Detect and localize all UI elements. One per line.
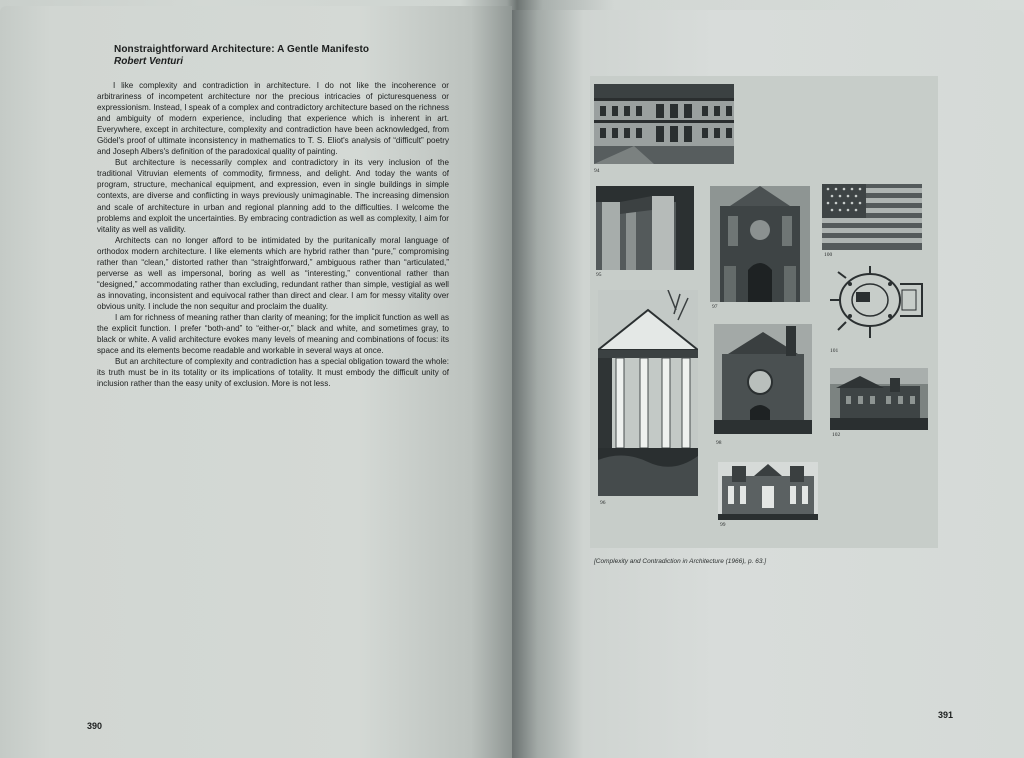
paragraph-2: But architecture is necessarily complex and contradictory in its very inclusion of the traditional Vitruvian elements of commodity, firmness, and delight. And today the wants of program, structure, mechanical equipment, and expression, even in single buildings in simple contexts, are diverse and conflicting in ways previously unimaginable. The increasing dimension and scale of architecture in urban and regional planning add to the difficulties. I welcome the problems and exploit the uncertainties. By embracing contradiction as well as complexity, I aim for vitality as well as validity. bbox=[97, 158, 449, 234]
figure-number-100: 100 bbox=[824, 252, 833, 258]
figure-number-98: 98 bbox=[716, 440, 722, 446]
page-number-left: 390 bbox=[87, 721, 103, 731]
paragraph-3: Architects can no longer afford to be intimidated by the puritanically moral language of orthodox modern architecture. I like elements which are hybrid rather than “pure,” compromising rather than “clean,” distorted rather than “straightforward,” ambiguous rather than “articulated,” perverse as well as impersonal, boring as well as “interesting,” conventional rather than “designed,” accommodating rather than excluding, redundant rather than simple, vestigial as well as innovating, inconsistent and equivocal rather than direct and clear. I am for messy vitality over obvious unity. I include the non sequitur and proclaim the duality. bbox=[97, 235, 449, 311]
figure-number-94: 94 bbox=[594, 168, 600, 174]
figure-number-99: 99 bbox=[720, 522, 726, 528]
figure-97-cathedral-facade-photo bbox=[710, 186, 810, 302]
page-number-right: 391 bbox=[938, 710, 954, 720]
figure-caption: [Complexity and Contradiction in Architecture (1966), p. 63.] bbox=[594, 558, 767, 565]
figure-number-102: 102 bbox=[832, 432, 841, 438]
figure-96-portico-photo bbox=[598, 290, 698, 496]
figure-number-96: 96 bbox=[600, 500, 606, 506]
essay-body bbox=[97, 80, 449, 389]
figure-95-column-detail-photo bbox=[596, 186, 694, 270]
figure-100-flag-painting bbox=[822, 184, 922, 250]
figure-94-palazzo-photo bbox=[594, 84, 734, 164]
paragraph-1: I like complexity and contradiction in architecture. I do not like the incoherence or arbitrariness of incompetent architecture nor the precious intricacies of picturesqueness or expressionism. Instead, I speak of a complex and contradictory architecture based on the richness and ambiguity of modern experience, including that experience which is inherent in art. Everywhere, except in architecture, complexity and contradiction have been acknowledged, from Gödel's proof of ultimate inconsistency in mathematics to T. S. Eliot's analysis of “difficult” poetry and Joseph Albers's definition of the paradoxical quality of painting. bbox=[97, 81, 449, 157]
figure-98-church-photo bbox=[714, 324, 812, 434]
illustration-plate bbox=[590, 76, 938, 548]
figure-number-97: 97 bbox=[712, 304, 718, 310]
figure-101-plan-drawing bbox=[826, 264, 926, 344]
left-page bbox=[0, 6, 512, 758]
figure-102-country-house-photo bbox=[830, 368, 928, 430]
paragraph-5: But an architecture of complexity and contradiction has a special obligation toward the whole: its truth must be in its totality or its implications of totality. It must embody the difficult unity of inclusion rather than the easy unity of exclusion. More is not less. bbox=[97, 357, 449, 389]
paragraph-4: I am for richness of meaning rather than clarity of meaning; for the implicit function as well as the explicit function. I prefer “both-and” to “either-or,” black and white, and sometimes gray, to black or white. A valid architecture evokes many levels of meaning and combinations of focus: its space and its elements become readable and workable in several ways at once. bbox=[97, 312, 449, 356]
figure-number-101: 101 bbox=[830, 348, 839, 354]
figure-99-baroque-facade-photo bbox=[718, 462, 818, 520]
essay-title: Nonstraightforward Architecture: A Gentle Manifesto bbox=[114, 44, 370, 55]
essay-author: Robert Venturi bbox=[114, 56, 184, 67]
figure-number-95: 95 bbox=[596, 272, 602, 278]
